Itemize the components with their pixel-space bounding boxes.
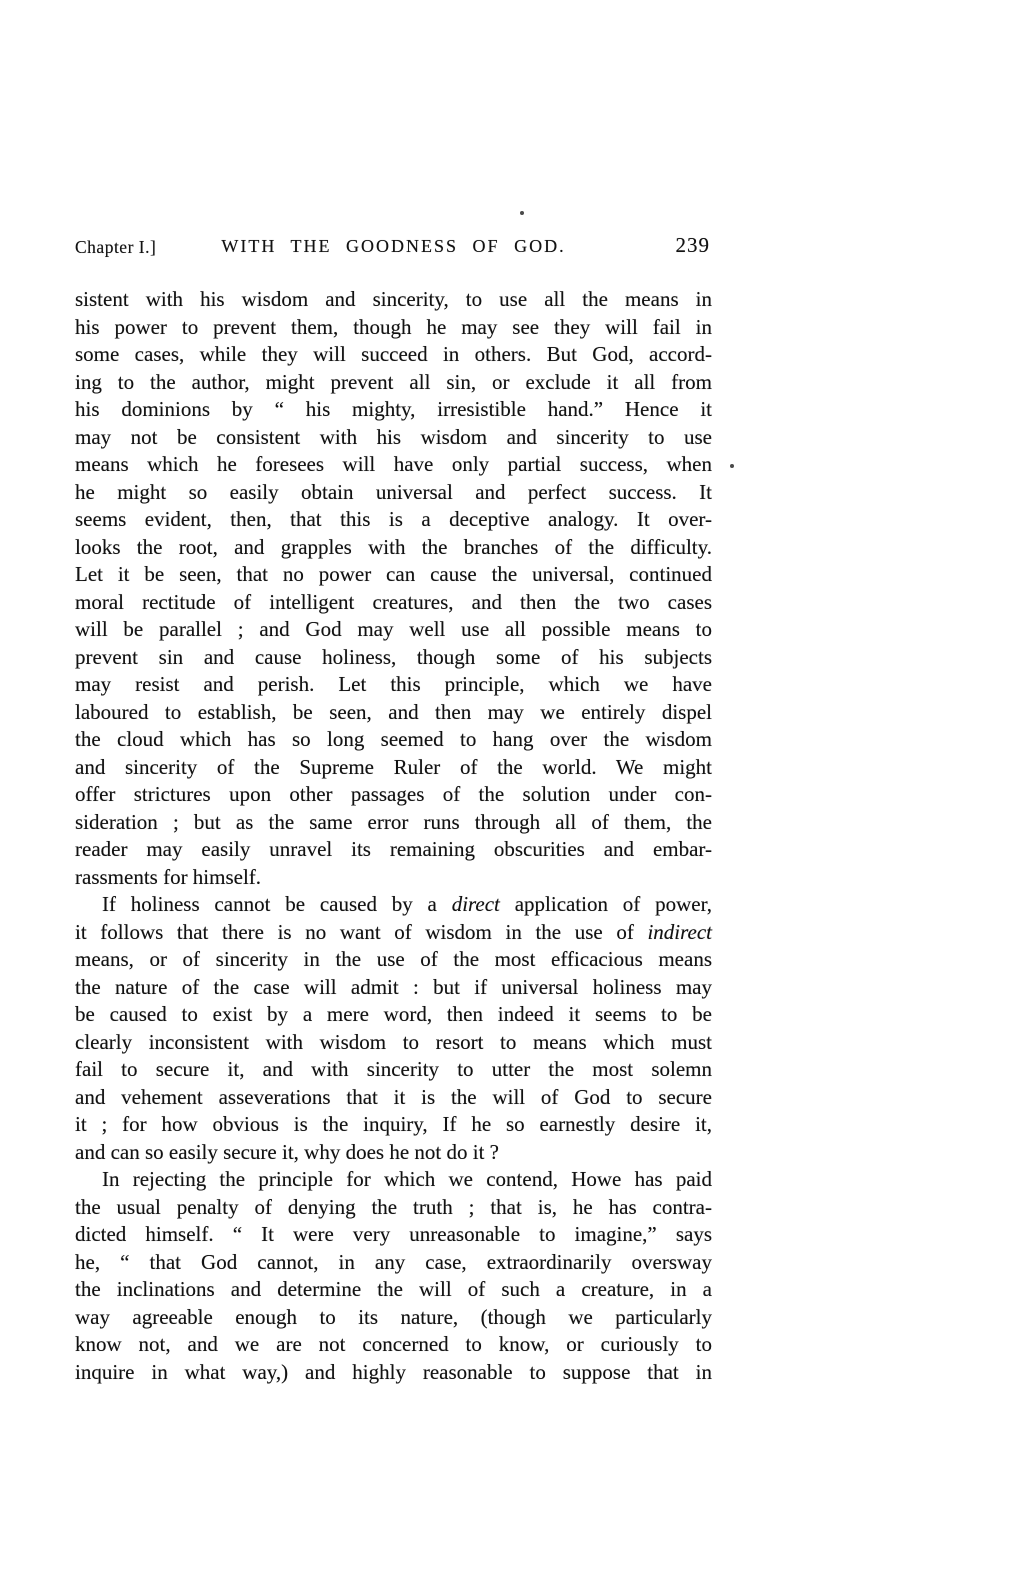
italic-text: direct — [451, 892, 500, 916]
text-segment: sideration ; but as the same error runs through all of them, the — [75, 809, 712, 834]
text-line — [75, 1139, 712, 1167]
text-segment: will be parallel ; and God may well use all possible means to — [75, 617, 712, 641]
italic-text: indirect — [647, 919, 712, 944]
text-line — [75, 754, 712, 782]
text-line — [75, 1084, 712, 1112]
header-page-number: 239 — [675, 233, 710, 257]
text-line — [75, 864, 712, 892]
text-line — [75, 891, 712, 919]
page-body — [75, 286, 712, 1386]
text-line — [75, 1166, 712, 1194]
text-segment: his dominions by “ his mighty, irresistible hand.” Hence it — [75, 397, 712, 421]
text-line — [75, 616, 712, 644]
text-segment: Let it be seen, that no power can cause the universal, continued — [75, 562, 712, 586]
text-line — [75, 919, 712, 947]
text-segment: the nature of the case will admit : but if universal holiness may — [75, 974, 712, 999]
text-segment: it ; for how obvious is the inquiry, If he so earnestly desire it, — [75, 1112, 712, 1136]
text-line — [75, 699, 712, 727]
text-line — [75, 424, 712, 452]
text-line — [75, 1194, 712, 1222]
ink-speck — [730, 464, 734, 468]
ink-speck — [520, 211, 524, 215]
text-line — [75, 561, 712, 589]
text-line — [75, 369, 712, 397]
text-segment: he might so easily obtain universal and perfect success. It — [75, 479, 712, 504]
paragraph — [75, 891, 712, 1166]
text-line — [75, 589, 712, 617]
text-segment: If holiness cannot be caused by a — [102, 892, 452, 916]
text-segment: application of power, — [499, 892, 712, 916]
text-line — [75, 671, 712, 699]
text-line — [75, 1276, 712, 1304]
text-segment: and sincerity of the Supreme Ruler of the world. We might — [75, 754, 712, 779]
text-segment: some cases, while they will succeed in others. But God, accord- — [75, 342, 712, 366]
paragraph — [75, 286, 712, 891]
text-segment: rassments for himself. — [75, 864, 262, 889]
text-line — [75, 1249, 712, 1277]
text-segment: laboured to establish, be seen, and then may we entirely dispel — [75, 699, 712, 724]
text-line — [75, 506, 712, 534]
text-segment: offer strictures upon other passages of the solution under con- — [75, 782, 712, 806]
text-segment: way agreeable enough to its nature, (though we particularly — [75, 1304, 712, 1329]
text-line — [75, 1331, 712, 1359]
text-segment: In rejecting the principle for which we contend, Howe has paid — [102, 1167, 712, 1191]
text-line — [75, 479, 712, 507]
running-header — [75, 233, 712, 261]
text-line — [75, 974, 712, 1002]
text-line — [75, 946, 712, 974]
text-segment: means, or of sincerity in the use of the most efficacious means — [75, 947, 712, 971]
paragraph — [75, 1166, 712, 1386]
text-segment: moral rectitude of intelligent creatures, and then the two cases — [75, 589, 712, 614]
text-segment: the inclinations and determine the will of such a creature, in a — [75, 1277, 712, 1301]
text-line — [75, 1359, 712, 1387]
header-running-title: WITH THE GOODNESS OF GOD. — [221, 236, 566, 256]
text-segment: the cloud which has so long seemed to hang over the wisdom — [75, 727, 712, 751]
text-line — [75, 1001, 712, 1029]
text-line — [75, 809, 712, 837]
text-segment: clearly inconsistent with wisdom to resort to means which must — [75, 1029, 712, 1054]
text-segment: reader may easily unravel its remaining obscurities and embar- — [75, 837, 712, 861]
text-line — [75, 1304, 712, 1332]
text-segment: seems evident, then, that this is a deceptive analogy. It over- — [75, 507, 712, 531]
text-segment: know not, and we are not concerned to know, or curiously to — [75, 1332, 712, 1356]
header-chapter-label: Chapter I.] — [75, 237, 157, 257]
text-segment: may not be consistent with his wisdom and sincerity to use — [75, 424, 712, 449]
text-segment: sistent with his wisdom and sincerity, to use all the means in — [75, 287, 712, 311]
text-segment: inquire in what way,) and highly reasonable to suppose that in — [75, 1359, 712, 1384]
text-segment: fail to secure it, and with sincerity to utter the most solemn — [75, 1057, 712, 1081]
text-line — [75, 836, 712, 864]
text-segment: be caused to exist by a mere word, then indeed it seems to be — [75, 1002, 712, 1026]
text-line — [75, 314, 712, 342]
text-segment: prevent sin and cause holiness, though some of his subjects — [75, 644, 712, 669]
text-segment: he, “ that God cannot, in any case, extraordinarily oversway — [75, 1249, 712, 1274]
text-line — [75, 341, 712, 369]
text-segment: ing to the author, might prevent all sin, or exclude it all from — [75, 369, 712, 394]
text-segment: and can so easily secure it, why does he not do it ? — [75, 1139, 499, 1164]
text-segment: his power to prevent them, though he may see they will fail in — [75, 314, 712, 339]
text-line — [75, 451, 712, 479]
text-segment: dicted himself. “ It were very unreasonable to imagine,” says — [75, 1222, 712, 1246]
text-line — [75, 396, 712, 424]
text-segment: means which he foresees will have only partial success, when — [75, 452, 712, 476]
text-line — [75, 1221, 712, 1249]
text-line — [75, 1029, 712, 1057]
text-line — [75, 1111, 712, 1139]
text-segment: the usual penalty of denying the truth ; that is, he has contra- — [75, 1194, 712, 1219]
text-segment: looks the root, and grapples with the branches of the difficulty. — [75, 534, 712, 559]
text-line — [75, 726, 712, 754]
text-segment: and vehement asseverations that it is the will of God to secure — [75, 1084, 712, 1109]
text-line — [75, 781, 712, 809]
text-line — [75, 1056, 712, 1084]
text-line — [75, 644, 712, 672]
text-line — [75, 286, 712, 314]
text-segment: it follows that there is no want of wisdom in the use of — [75, 919, 648, 944]
text-segment: may resist and perish. Let this principle, which we have — [75, 672, 712, 696]
text-line — [75, 534, 712, 562]
